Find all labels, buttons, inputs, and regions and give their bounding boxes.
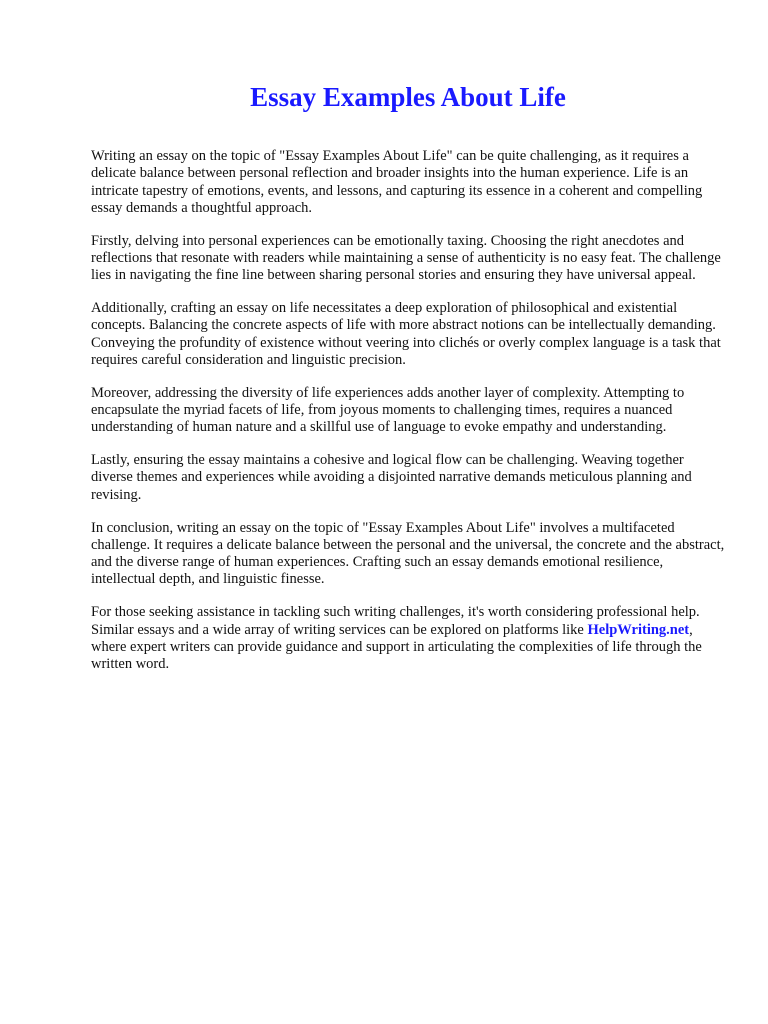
closing-text-before-link: For those seeking assistance in tackling such writing challenges, it's worth considering professional help. Similar essays and a wide array of writing services can be explored on platforms like — [91, 604, 700, 638]
paragraph-philosophical-concepts: Additionally, crafting an essay on life necessitates a deep exploration of philosophical and existential concepts. Balancing the concrete aspects of life with more abstract notions can be intellectually demanding. Conveying the profundity of existence without veering into clichés or overly complex language is a task that requires careful consideration and linguistic precision. — [91, 300, 721, 368]
essay-body — [91, 148, 727, 689]
paragraph-personal-experiences: Firstly, delving into personal experiences can be emotionally taxing. Choosing the right anecdotes and reflections that resonate with readers while maintaining a sense of authenticity is no easy feat. The challenge lies in navigating the fine line between sharing personal stories and ensuring they have universal appeal. — [91, 232, 721, 284]
paragraph-conclusion: In conclusion, writing an essay on the topic of "Essay Examples About Life" involves a multifaceted challenge. It requires a delicate balance between the personal and the universal, the concrete and the abstract, and the diverse range of human experiences. Crafting such an essay demands emotional resilience, intellectual depth, and linguistic finesse. — [91, 519, 725, 588]
paragraph-intro: Writing an essay on the topic of "Essay Examples About Life" can be quite challenging, as it requires a delicate balance between personal reflection and broader insights into the human experience. Life is an intricate tapestry of emotions, events, and lessons, and capturing its essence in a coherent and compelling essay demands a thoughtful approach. — [91, 148, 703, 216]
paragraph-cohesive-flow: Lastly, ensuring the essay maintains a cohesive and logical flow can be challenging. Weaving together diverse themes and experiences while avoiding a disjointed narrative demands meticulous planning and revising. — [91, 452, 692, 503]
paragraph-closing — [91, 604, 727, 673]
closing-text-after-link: , where expert writers can provide guidance and support in articulating the complexities of life through the written word. — [91, 621, 702, 673]
helpwriting-link[interactable]: HelpWriting.net — [587, 621, 690, 638]
paragraph-diversity: Moreover, addressing the diversity of life experiences adds another layer of complexity. Attempting to encapsulate the myriad facets of life, from joyous moments to challenging times, requires a nuanced understanding of human nature and a skillful use of language to evoke empathy and understanding. — [91, 384, 685, 436]
page-title: Essay Examples About Life — [250, 82, 566, 112]
